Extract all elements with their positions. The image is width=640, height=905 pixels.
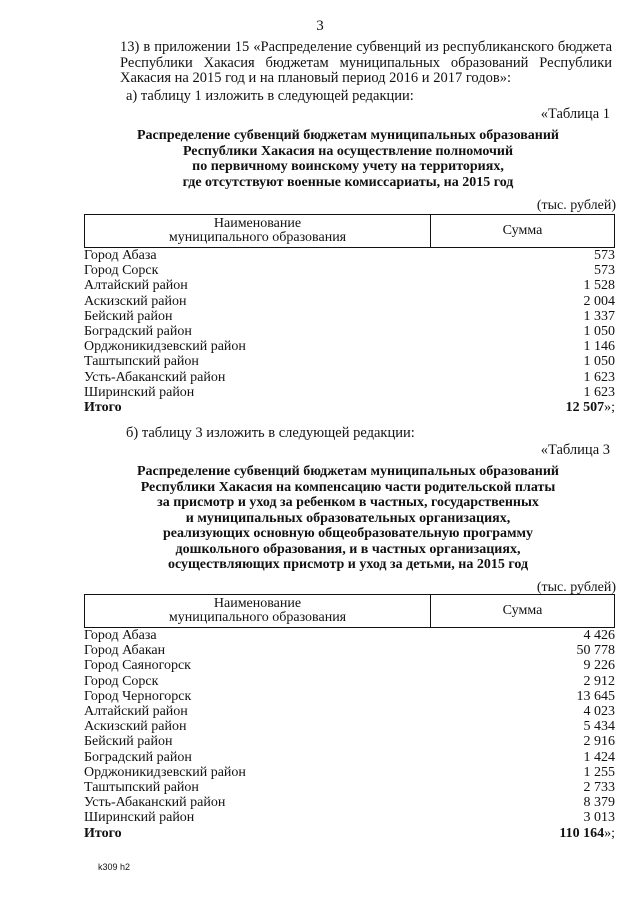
table1-label: «Таблица 1 <box>540 106 610 122</box>
total-label: Итого <box>84 825 122 841</box>
table-row <box>84 780 615 795</box>
row-value: 1 528 <box>583 278 615 294</box>
row-name: Боградский район <box>84 324 192 340</box>
table-row <box>84 309 615 324</box>
total-row <box>84 826 615 841</box>
total-cell <box>479 826 615 841</box>
table-row <box>84 248 615 263</box>
table-row <box>84 658 615 673</box>
total-row <box>84 400 615 415</box>
table3-label: «Таблица 3 <box>540 442 610 458</box>
table-row <box>84 719 615 734</box>
table3-col-sum: Сумма <box>431 595 615 628</box>
row-value: 4 426 <box>583 628 615 643</box>
table1-body <box>84 248 615 415</box>
table-row <box>84 689 615 704</box>
table-row <box>84 370 615 385</box>
row-name: Усть-Абаканский район <box>84 369 226 385</box>
table-row <box>84 263 615 278</box>
row-name: Аскизский район <box>84 719 187 735</box>
table-row <box>84 810 615 825</box>
table3-title-line: осуществляющих присмотр и уход за детьми, на 2015 год <box>167 557 529 572</box>
row-name: Город Абаза <box>84 248 157 263</box>
col-name-line: Наименование <box>213 216 302 231</box>
col-name-line: муниципального образования <box>168 230 347 245</box>
total-cell <box>491 400 615 415</box>
row-name: Город Саяногорск <box>84 658 191 674</box>
row-name: Бейский район <box>84 308 173 324</box>
total-value: 110 164 <box>559 825 605 841</box>
table3-title-line: дошкольного образования, и в частных организациях, <box>175 541 521 557</box>
total-label: Итого <box>84 400 122 416</box>
table-row <box>84 643 615 658</box>
row-value: 1 623 <box>583 384 615 400</box>
table3-title-line: реализующих основную общеобразовательную программу <box>162 526 534 541</box>
row-name: Бейский район <box>84 734 173 750</box>
table1-units: (тыс. рублей) <box>536 198 616 213</box>
row-value: 2 004 <box>583 293 615 309</box>
row-name: Город Черногорск <box>84 688 192 704</box>
col-name-line: Наименование <box>213 596 302 611</box>
table-row <box>84 674 615 689</box>
table1-title <box>84 128 612 190</box>
total-value: 12 507 <box>565 400 605 416</box>
row-value: 2 916 <box>583 734 615 750</box>
footer-code: k309 h2 <box>98 862 131 872</box>
row-value: 4 023 <box>583 704 615 720</box>
row-value: 8 379 <box>583 795 615 811</box>
row-value: 1 337 <box>583 308 615 324</box>
total-tail: »; <box>604 825 615 841</box>
table1-col-sum: Сумма <box>431 215 615 248</box>
row-value: 1 146 <box>583 339 615 355</box>
row-value: 1 050 <box>583 354 615 370</box>
table-row <box>84 765 615 780</box>
table-row <box>84 354 615 369</box>
table3-header <box>84 594 615 628</box>
row-value: 1 255 <box>583 764 615 780</box>
table3-units: (тыс. рублей) <box>536 580 616 595</box>
table3-title-line: Республики Хакасия на компенсацию части родительской платы <box>140 479 556 495</box>
row-name: Аскизский район <box>84 293 187 309</box>
table-row <box>84 734 615 749</box>
table3-body <box>84 628 615 841</box>
table3-col-name <box>85 595 431 628</box>
table-row <box>84 385 615 400</box>
row-name: Город Абакан <box>84 643 166 659</box>
row-value: 13 645 <box>576 688 615 704</box>
row-name: Алтайский район <box>84 278 188 294</box>
row-value: 1 623 <box>583 369 615 385</box>
table1-title-line: где отсутствуют военные комиссариаты, на 2015 год <box>182 174 514 190</box>
row-name: Усть-Абаканский район <box>84 795 226 811</box>
table-row <box>84 795 615 810</box>
row-value: 1 050 <box>583 324 615 340</box>
row-name: Орджоникидзевский район <box>84 339 246 355</box>
intro-text: 13) в приложении 15 «Распределение субвенций из республиканского бюджета Республики Хакасия бюджетам муниципальных образований Республики Хакасия на 2015 год и на плановый период 2016 и 2017 годов»: <box>120 39 612 86</box>
table-row <box>84 324 615 339</box>
table-row <box>84 750 615 765</box>
row-value: 50 778 <box>576 643 615 659</box>
row-name: Таштыпский район <box>84 780 199 796</box>
intro-paragraph <box>84 40 612 87</box>
row-name: Боградский район <box>84 749 192 765</box>
item-b-text: б) таблицу 3 изложить в следующей редакции: <box>126 425 415 441</box>
row-value: 9 226 <box>583 658 615 674</box>
row-name: Город Сорск <box>84 263 159 279</box>
table1-col-name <box>85 215 431 248</box>
row-name: Ширинский район <box>84 384 195 400</box>
table1-title-line: Распределение субвенций бюджетам муниципальных образований <box>137 128 559 143</box>
row-value: 2 912 <box>583 673 615 689</box>
table-row <box>84 278 615 293</box>
row-value: 2 733 <box>583 780 615 796</box>
table-row <box>84 704 615 719</box>
col-name-line: муниципального образования <box>168 610 347 625</box>
row-name: Орджоникидзевский район <box>84 764 246 780</box>
row-name: Ширинский район <box>84 810 195 826</box>
row-value: 573 <box>594 263 615 279</box>
table-row <box>84 294 615 309</box>
table3-title-line: за присмотр и уход за ребенком в частных, государственных <box>157 495 539 510</box>
item-a-text: а) таблицу 1 изложить в следующей редакции: <box>126 88 414 104</box>
row-name: Город Сорск <box>84 673 159 689</box>
table-row <box>84 339 615 354</box>
table3-title <box>84 464 612 573</box>
row-value: 1 424 <box>583 749 615 765</box>
row-value: 3 013 <box>583 810 615 826</box>
row-name: Алтайский район <box>84 704 188 720</box>
table-row <box>84 628 615 643</box>
table1-title-line: Республики Хакасия на осуществление полномочий <box>182 143 514 159</box>
page-number: 3 <box>316 18 324 34</box>
row-name: Таштыпский район <box>84 354 199 370</box>
table1-header <box>84 214 615 248</box>
total-tail: »; <box>604 400 615 416</box>
row-value: 573 <box>594 248 615 263</box>
row-value: 5 434 <box>583 719 615 735</box>
table1-title-line: по первичному воинскому учету на территориях, <box>192 159 504 174</box>
table3-title-line: Распределение субвенций бюджетам муниципальных образований <box>137 464 559 479</box>
table3-title-line: и муниципальных образовательных организациях, <box>185 510 511 526</box>
row-name: Город Абаза <box>84 628 157 643</box>
